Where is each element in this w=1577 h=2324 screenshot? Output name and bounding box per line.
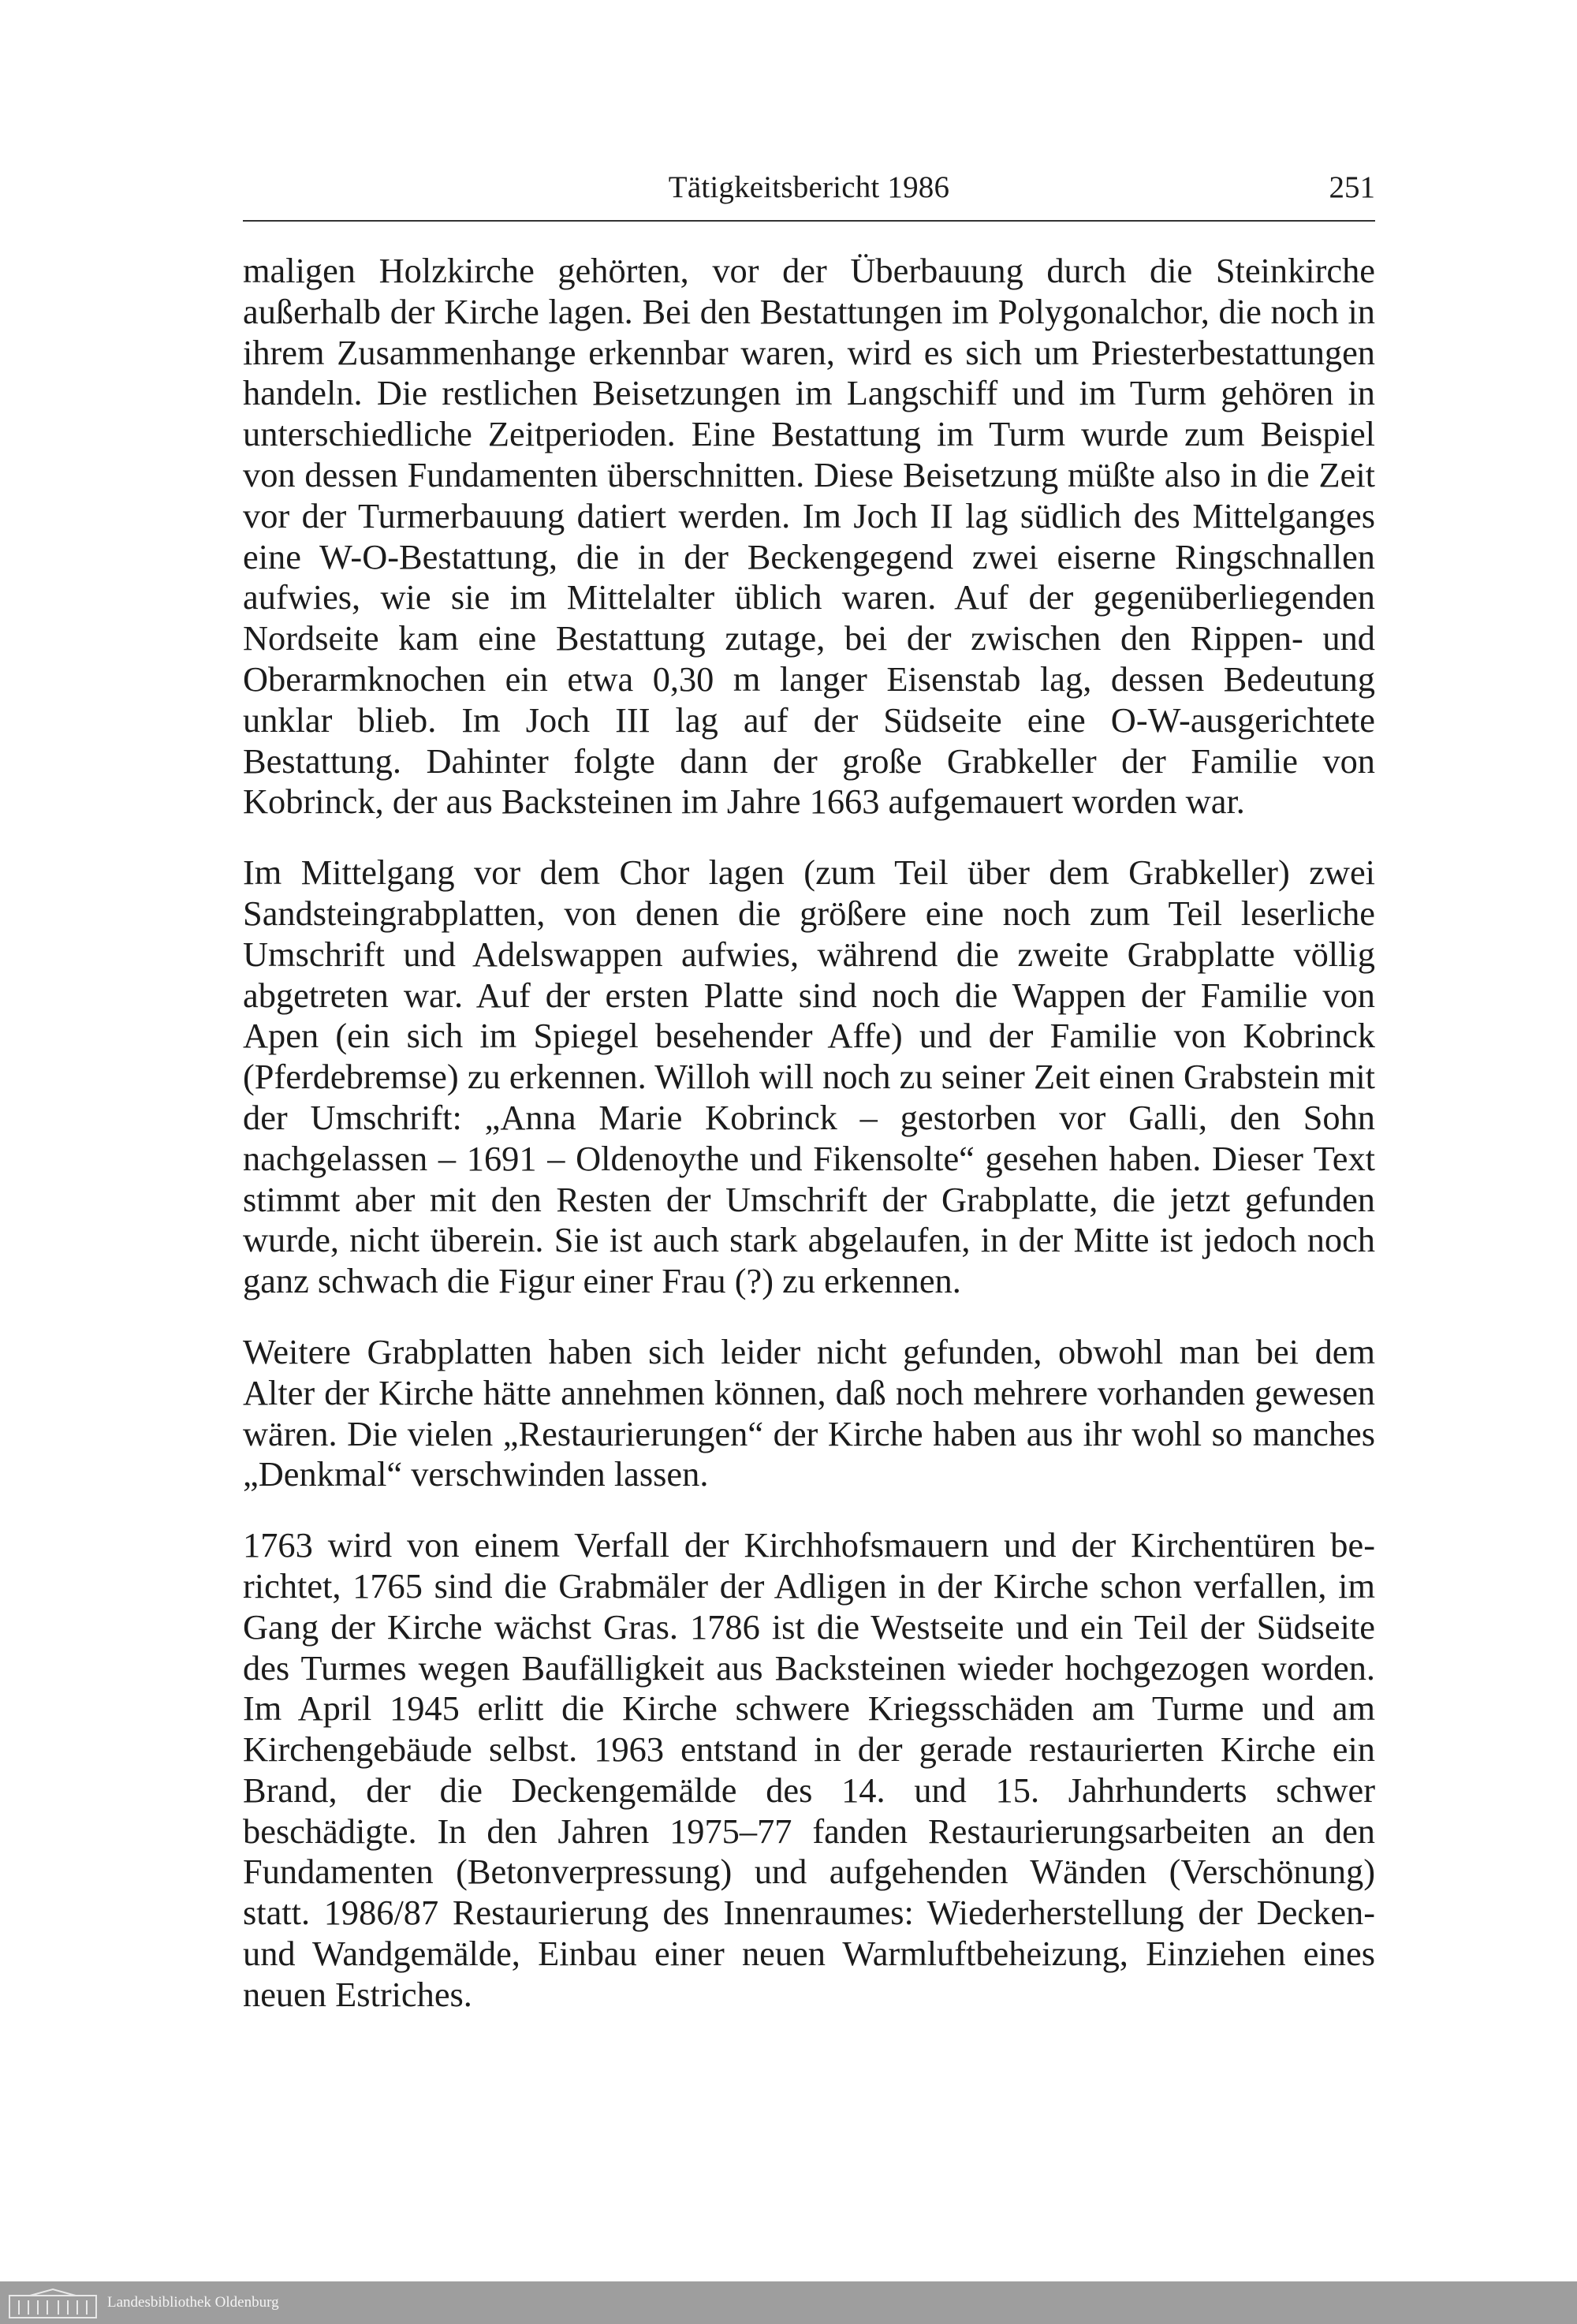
- paragraph: Im Mittelgang vor dem Chor lagen (zum Teil über dem Grabkeller) zwei Sandsteingrabplatten, von denen die größere eine noch zum Teil leserliche Umschrift und Adelswappen aufwies, während die zweite Grabplatte völlig abgetreten war. Auf der ersten Platte sind noch die Wappen der Familie von Apen (ein sich im Spiegel besehender Affe) und der Familie von Kobrinck (Pferdebremse) zu erkennen. Willoh will noch zu seiner Zeit einen Grabstein mit der Umschrift: „Anna Marie Kobrinck – gestorben vor Galli, den Sohn nachgelassen – 1691 – Oldenoythe und Fikensolte“ gesehen haben. Dieser Text stimmt aber mit den Resten der Umschrift der Grabplatte, die jetzt gefunden wurde, nicht überein. Sie ist auch stark abgelaufen, in der Mitte ist jedoch noch ganz schwach die Figur einer Frau (?) zu erkennen.: [243, 852, 1375, 1301]
- footer-bar: [0, 2281, 1577, 2324]
- body-text: [243, 251, 1375, 2046]
- page-number: 251: [1329, 170, 1375, 204]
- paragraph: Weitere Grabplatten haben sich leider nicht gefunden, obwohl man bei dem Alter der Kirche hätte annehmen können, daß noch mehrere vorhanden gewesen wären. Die vielen „Restaurierungen“ der Kirche haben aus ihr wohl so manches „Denkmal“ verschwinden lassen.: [243, 1331, 1375, 1494]
- running-header: [243, 167, 1375, 214]
- paragraph: 1763 wird von einem Verfall der Kirchhofsmauern und der Kirchentüren berichtet, 1765 sind die Grabmäler der Adligen in der Kirche schon verfallen, im Gang der Kirche wächst Gras. 1786 ist die Westseite und ein Teil der Südseite des Turmes wegen Baufälligkeit aus Backsteinen wieder hochgezogen worden. Im April 1945 erlitt die Kirche schwere Kriegsschäden am Turme und am Kirchengebäude selbst. 1963 entstand in der gerade restaurierten Kirche ein Brand, der die Deckengemälde des 14. und 15. Jahrhunderts schwer beschädigte. In den Jahren 1975–77 fanden Restaurierungsarbeiten an den Fundamenten (Betonverpressung) und aufgehenden Wänden (Verschönung) statt. 1986/87 Restaurierung des Innenraumes: Wiederherstellung der Decken- und Wandgemälde, Einbau einer neuen Warmluftbeheizung, Einziehen eines neuen Estriches.: [243, 1525, 1375, 2014]
- running-title: Tätigkeitsbericht 1986: [668, 170, 950, 204]
- library-building-icon: [6, 2288, 99, 2319]
- header-rule: [243, 220, 1375, 222]
- library-name: Landesbibliothek Oldenburg: [107, 2294, 279, 2311]
- paragraph: maligen Holzkirche gehörten, vor der Überbauung durch die Steinkirche außerhalb der Kirche lagen. Bei den Bestattungen im Polygonalchor, die noch in ihrem Zusammenhange erkennbar waren, wird es sich um Priesterbestattungen handeln. Die restlichen Beisetzungen im Langschiff und im Turm gehören in unterschiedliche Zeitperioden. Eine Bestattung im Turm wurde zum Beispiel von dessen Fundamenten überschnitten. Diese Beisetzung müßte also in die Zeit vor der Turmerbauung datiert werden. Im Joch II lag südlich des Mittelganges eine W-O-Bestattung, die in der Beckengegend zwei eiserne Ringschnallen aufwies, wie sie im Mittelalter üblich waren. Auf der gegenüberliegenden Nordseite kam eine Bestattung zutage, bei der zwischen den Rippen- und Oberarmknochen ein etwa 0,30 m langer Eisenstab lag, dessen Bedeutung unklar blieb. Im Joch III lag auf der Südseite eine O-W-ausgerichtete Bestattung. Dahinter folgte dann der große Grabkeller der Familie von Kobrinck, der aus Backsteinen im Jahre 1663 aufgemauert worden war.: [243, 251, 1375, 822]
